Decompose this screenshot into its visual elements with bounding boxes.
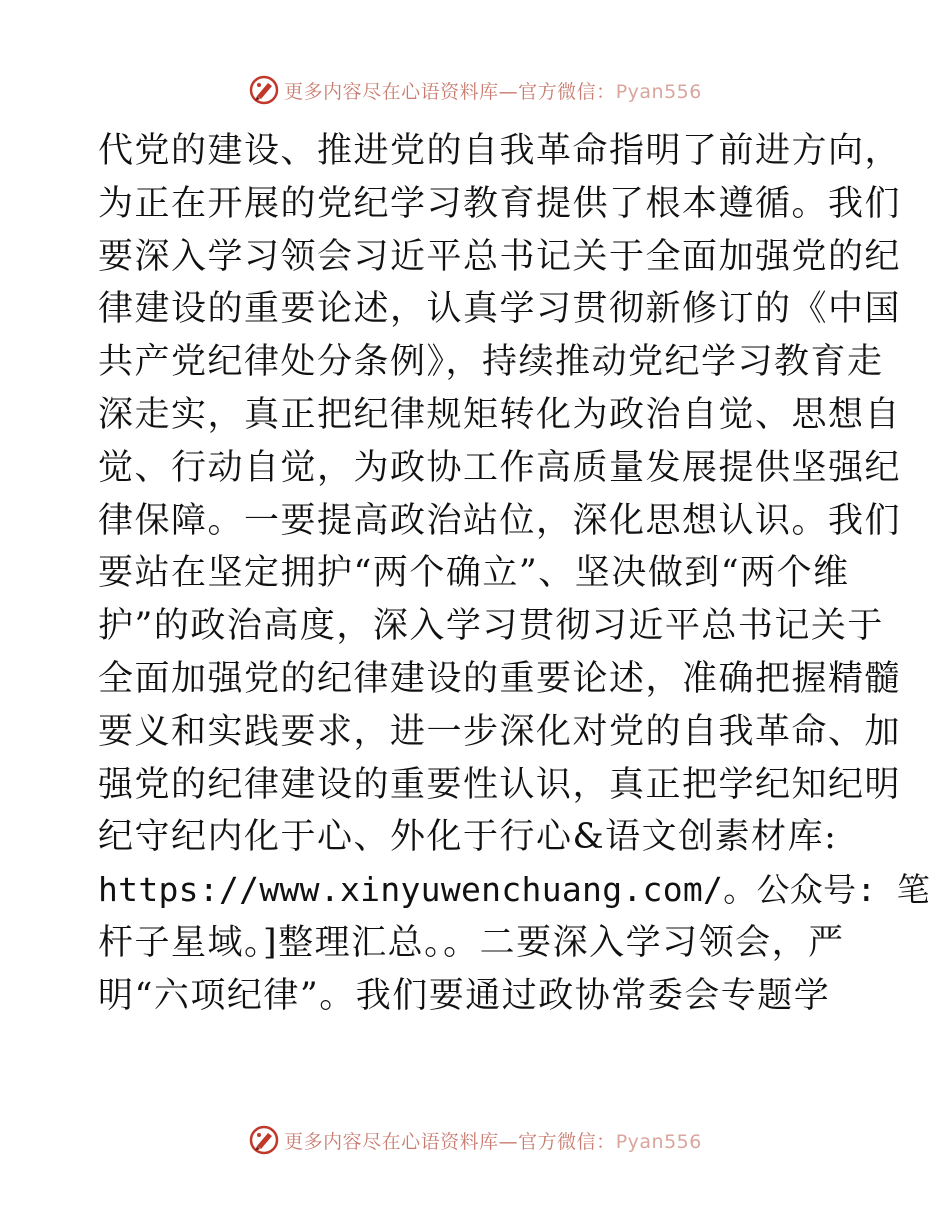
header-banner	[0, 70, 950, 110]
body-line-11: 全面加强党的纪律建设的重要论述，准确把握精髓	[98, 658, 902, 699]
body-line-17: 明“六项纪律”。我们要通过政协常委会专题学	[98, 975, 831, 1016]
body-line-14: 纪守纪内化于心、外化于行心&语文创素材库:	[98, 817, 838, 858]
footer-banner	[0, 1120, 950, 1160]
body-line-8: 律保障。一要提高政治站位，深化思想认识。我们	[98, 500, 902, 541]
footer-banner-text	[284, 1127, 702, 1154]
body-line-6: 深走实，真正把纪律规矩转化为政治自觉、思想自	[98, 394, 902, 435]
body-line-5: 共产党纪律处分条例》，持续推动党纪学习教育走	[98, 342, 884, 383]
pen-logo-icon	[248, 1124, 280, 1156]
header-banner-title: 更多内容尽在心语资料库	[284, 80, 499, 103]
body-line-7: 觉、行动自觉，为政协工作高质量发展提供坚强纪	[98, 447, 902, 488]
header-banner-handle: Pyan556	[615, 80, 702, 103]
body-line-3: 要深入学习领会习近平总书记关于全面加强党的纪	[98, 236, 902, 277]
footer-banner-title: 更多内容尽在心语资料库	[284, 1130, 499, 1153]
header-banner-dash: —	[498, 80, 519, 103]
body-line-12: 要义和实践要求，进一步深化对党的自我革命、加	[98, 711, 902, 752]
pen-logo-icon	[248, 74, 280, 106]
footer-banner-dash: —	[498, 1130, 519, 1153]
body-line-9: 要站在坚定拥护“两个确立”、坚决做到“两个维	[98, 553, 850, 594]
body-line-2: 为正在开展的党纪学习教育提供了根本遵循。我们	[98, 183, 902, 224]
body-line-10: 护”的政治高度，深入学习贯彻习近平总书记关于	[98, 606, 884, 647]
header-banner-label: 官方微信：	[518, 80, 616, 103]
body-line-15: https://www.xinyuwenchuang.com/。公众号: 笔	[98, 870, 931, 910]
body-line-4: 律建设的重要论述，认真学习贯彻新修订的《中国	[98, 289, 902, 330]
body-line-13: 强党的纪律建设的重要性认识，真正把学纪知纪明	[98, 764, 902, 805]
footer-banner-handle: Pyan556	[615, 1130, 702, 1153]
header-banner-text	[284, 77, 702, 104]
body-line-1: 代党的建设、推进党的自我革命指明了前进方向，	[98, 131, 902, 171]
footer-banner-label: 官方微信：	[518, 1130, 616, 1153]
body-line-16: 杆子星域。]整理汇总。。二要深入学习领会，严	[98, 922, 845, 963]
document-body	[98, 125, 931, 1023]
